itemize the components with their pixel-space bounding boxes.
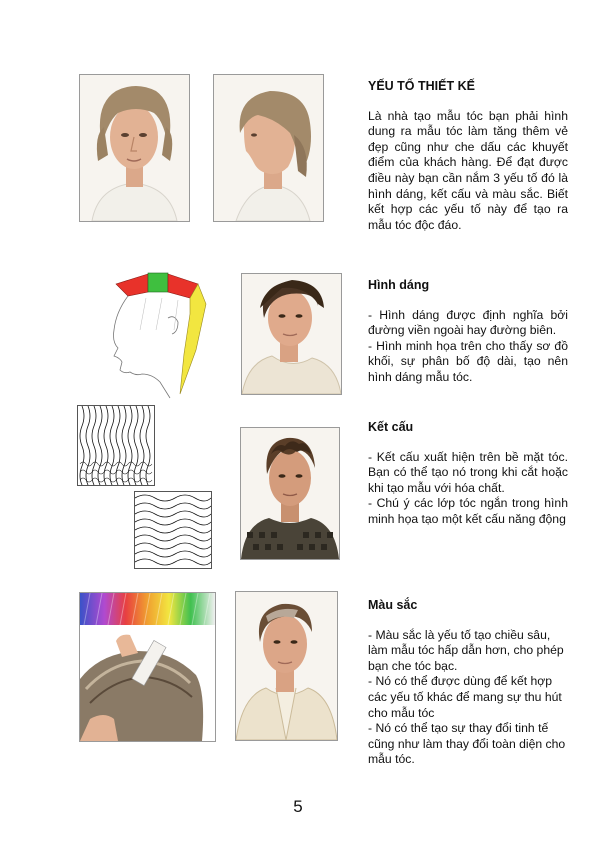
- section-heading: Kết cấu: [368, 420, 414, 434]
- photo-model-shape: [241, 273, 342, 395]
- photo-model-color: [235, 591, 338, 741]
- photo-color-application: [79, 592, 216, 742]
- section-heading: Hình dáng: [368, 278, 430, 292]
- photo-model-profile: [213, 74, 324, 222]
- section-body: - Màu sắc là yếu tố tạo chiều sâu, làm mẫu tóc hấp dẫn hơn, cho phép bạn che tóc bạc. - Nó có thể được dùng để kết hợp các yếu tố khác để mang sự thu hút cho mẫu tóc - Nó có thể tạo sự thay đổi tinh tế cũng như làm thay đổi toàn diện cho mẫu tóc.: [368, 627, 566, 767]
- section-color: [368, 598, 568, 768]
- section-texture: [368, 420, 568, 528]
- texture-pattern-vertical: [77, 405, 155, 486]
- section-body: Là nhà tạo mẫu tóc bạn phải hình dung ra mẫu tóc làm tăng thêm vẻ đẹp cũng như che dấu các khuyết điểm của khách hàng. Để đạt được điều này bạn cần nắm 3 yếu tố đó là hình dáng, kết cấu và màu sắc. Biết kết hợp các yếu tố này để tạo ra mẫu tóc độc đáo.: [368, 108, 568, 232]
- page-number: 5: [293, 797, 303, 816]
- section-design-elements: [368, 79, 568, 233]
- section-body: - Kết cấu xuất hiện trên bề mặt tóc. Bạn có thể tạo nó trong khi cắt hoặc khi tạo mẫu với hóa chất. - Chú ý các lớp tóc ngắn trong hình minh họa tạo một kết cấu năng động: [368, 449, 568, 526]
- photo-model-front: [79, 74, 190, 222]
- section-heading: Màu sắc: [368, 598, 418, 612]
- texture-pattern-wave: [134, 491, 212, 569]
- section-shape: [368, 278, 568, 386]
- shape-diagram-illustration: [108, 270, 212, 400]
- section-body: - Hình dáng được định nghĩa bởi đường viền ngoài hay đường biên. - Hình minh họa trên cho thấy sơ đồ khối, sự phân bố độ dài, tạo nên hình dáng mẫu tóc.: [368, 307, 568, 384]
- section-heading: YẾU TỐ THIẾT KẾ: [368, 79, 475, 93]
- photo-model-texture: [240, 427, 340, 560]
